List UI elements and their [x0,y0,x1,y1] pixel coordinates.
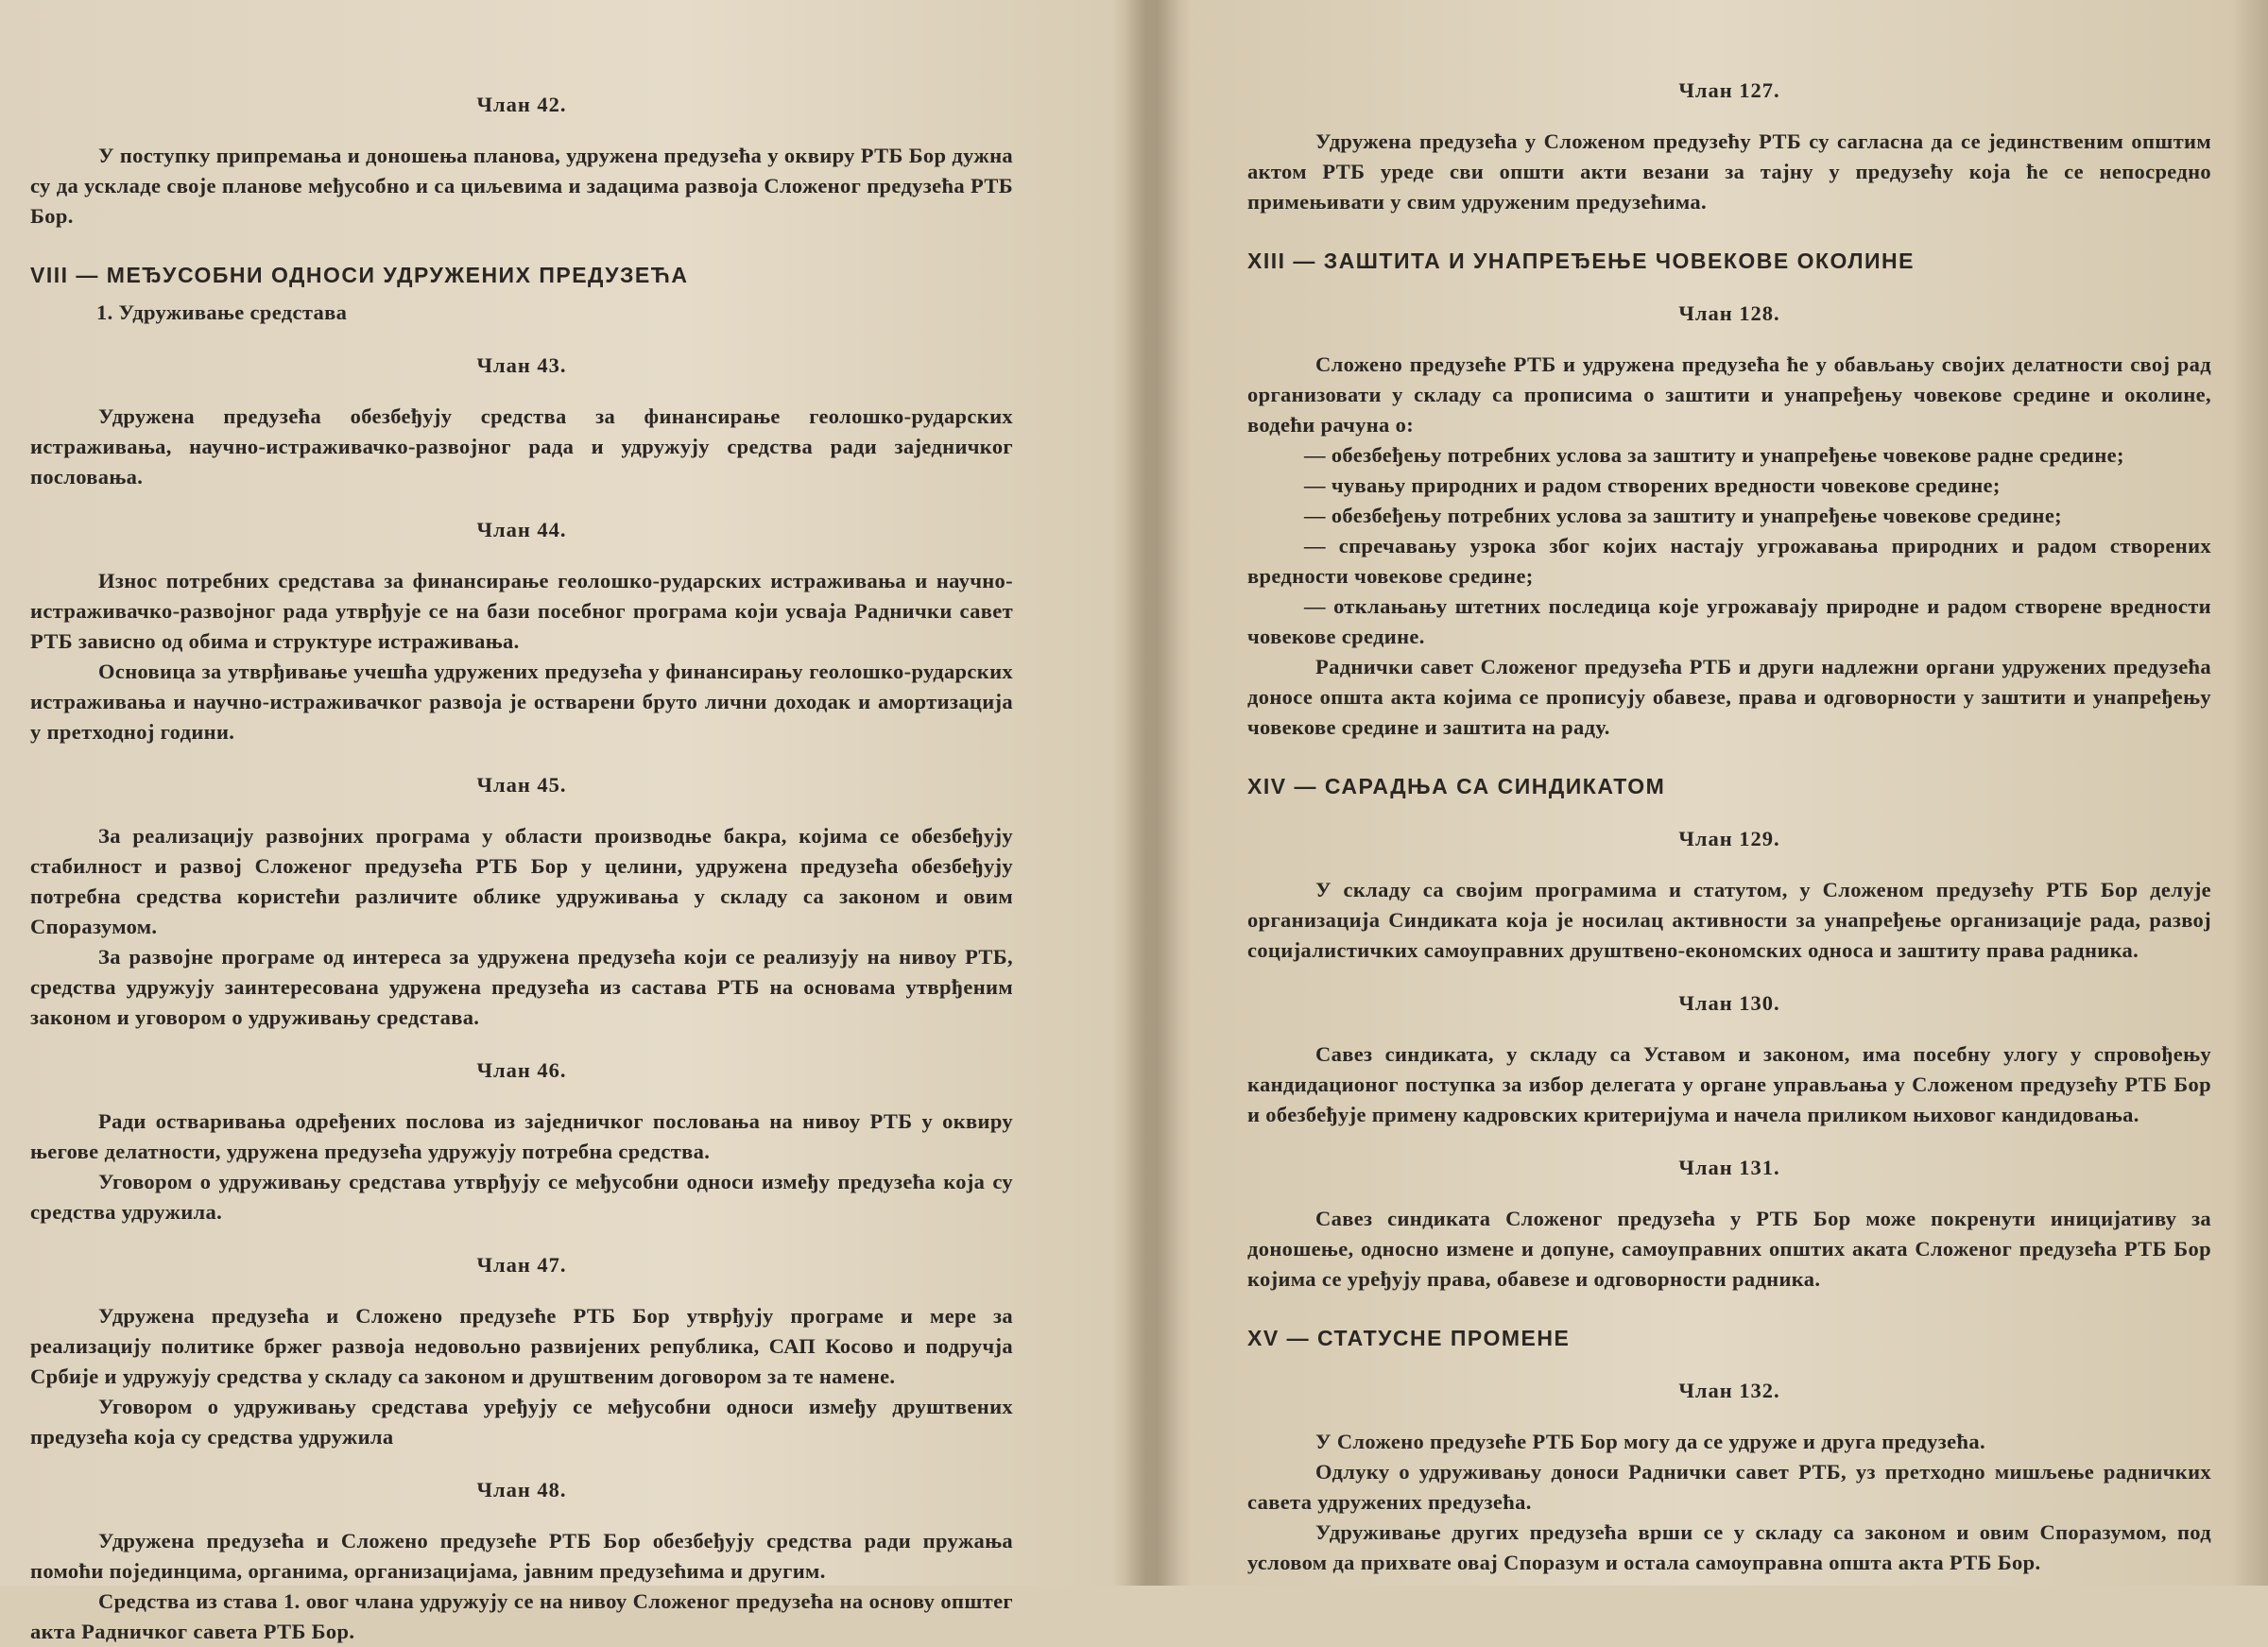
paragraph: Ради остваривања одређених послова из заједничког пословања на нивоу РТБ у оквиру његове делатности, удружена предузећа удружују потребна средства. [30,1109,1013,1163]
paragraph: Раднички савет Сложеног предузећа РТБ и други надлежни органи удружених предузећа доносе општа акта којима се прописују обавезе, права и одговорности у заштити и унапређењу човекове средине и заштита на раду. [1247,655,2211,739]
paragraph: Удружена предузећа обезбеђују средства за финансирање геолошко-рударских истраживања, научно-истраживачко-развојног рада и удружују средства ради заједничког пословања. [30,404,1013,489]
paragraph: У складу са својим програмима и статутом, у Сложеном предузећу РТБ Бор делује организација Синдиката која је носилац активности за унапређење организације рада, развој социјалистичких самоуправних друштвено-економских односа и заштиту права радника. [1247,878,2211,962]
article-heading: Члан 43. [476,353,567,377]
paragraph: Удруживање других предузећа врши се у складу са законом и овим Споразумом, под условом да прихвате овај Споразум и остала самоуправна општа акта РТБ Бор. [1247,1520,2211,1574]
list-item: — спречавању узрока због којих настају угрожавања природних и радом створених вредности човекове средине; [1247,534,2211,588]
paragraph: Износ потребних средстава за финансирање геолошко-рударских истраживања и научно-истраживачко-развојног рада утврђује се на бази посебног програма који усваја Раднички савет РТБ зависно од обима и структуре истраживања. [30,569,1013,653]
article-heading: Члан 127. [1678,78,1780,102]
article-heading: Члан 45. [476,773,567,797]
paragraph: Удружена предузећа у Сложеном предузећу РТБ су сагласна да се јединственим општим актом РТБ уреде сви општи акти везани за тајну у предузећу која ће се непосредно примењивати у свим удруженим предузећима. [1247,129,2211,214]
article-heading: Члан 46. [476,1058,567,1082]
article-heading: Члан 42. [476,93,567,116]
article-heading: Члан 132. [1678,1379,1780,1402]
paragraph: Уговором о удруживању средстава утврђују се међусобни односи између предузећа која су средства удружила. [30,1170,1013,1224]
list-item: — отклањању штетних последица које угрожавају природне и радом створене вредности човекове средине. [1247,594,2211,648]
chapter-heading: VIII — МЕЂУСОБНИ ОДНОСИ УДРУЖЕНИХ ПРЕДУЗЕЋА [30,263,689,287]
paragraph: У поступку припремања и доношења планова, удружена предузећа у оквиру РТБ Бор дужна су да ускладе своје планове међусобно и са циљевима и задацима развоја Сложеног предузећа РТБ Бор. [30,144,1013,228]
paragraph: Савез синдиката Сложеног предузећа у РТБ Бор може покренути иницијативу за доношење, односно измене и допуне, самоуправних општих аката Сложеног предузећа РТБ Бор којима се уређују права, обавезе и одговорности радника. [1247,1207,2211,1291]
article-heading: Члан 47. [476,1253,567,1277]
right-page-text [1247,76,2211,1578]
article-heading: Члан 130. [1678,991,1780,1015]
right-page [1177,0,2268,1586]
article-heading: Члан 129. [1678,827,1780,850]
paragraph: Основица за утврђивање учешћа удружених предузећа у финансирању геолошко-рударских истраживања и научно-истраживачког развоја је остварени бруто лични доходак и амортизација у претходној години. [30,660,1013,744]
paragraph: Уговором о удруживању средстава уређују се међусобни односи између друштвених предузећа која су средства удружила [30,1395,1013,1449]
section-subheading: 1. Удруживање средстава [96,300,348,324]
paragraph: У Сложено предузеће РТБ Бор могу да се удруже и друга предузећа. [1315,1430,1985,1453]
paragraph: Сложено предузеће РТБ и удружена предузећа ће у обављању својих делатности свој рад организовати у складу са прописима о заштити и унапређењу човекове средине и околине, водећи рачуна о: [1247,352,2211,437]
article-heading: Члан 128. [1678,301,1780,325]
list-item: — обезбеђењу потребних услова за заштиту и унапређење човекове радне средине; [1304,443,2124,467]
paragraph: Савез синдиката, у складу са Уставом и законом, има посебну улогу у спровођењу кандидационог поступка за избор делегата у органе управљања у Сложеном предузећу РТБ Бор и обезбеђује примену кадровских критеријума и начела приликом њиховог кандидовања. [1247,1042,2211,1126]
paragraph: За реализацију развојних програма у области производње бакра, којима се обезбеђују стабилност и развој Сложеног предузећа РТБ Бор у целини, удружена предузећа обезбеђују потребна средства користећи различите облике удруживања у складу са законом и овим Споразумом. [30,824,1013,938]
article-heading: Члан 131. [1678,1156,1780,1179]
article-heading: Члан 48. [476,1478,567,1501]
paragraph: Средства из става 1. овог члана удружују се на нивоу Сложеног предузећа на основу општег акта Радничког савета РТБ Бор. [30,1589,1013,1643]
list-item: — чувању природних и радом створених вредности човекове средине; [1304,473,2001,497]
paragraph: Удружена предузећа и Сложено предузеће РТБ Бор утврђују програме и мере за реализацију политике бржег развоја недовољно развијених република, САП Косово и подручја Србије и удружују средства у складу са законом и друштвеним договором за те намене. [30,1304,1013,1388]
chapter-heading: XIII — ЗАШТИТА И УНАПРЕЂЕЊЕ ЧОВЕКОВЕ ОКОЛИНЕ [1247,249,1915,273]
paragraph: Удружена предузећа и Сложено предузеће РТБ Бор обезбеђују средства ради пружања помоћи појединцима, органима, организацијама, јавним предузећима и другим. [30,1529,1013,1583]
chapter-heading: XV — СТАТУСНЕ ПРОМЕНЕ [1247,1326,1571,1350]
paragraph: За развојне програме од интереса за удружена предузећа који се реализују на нивоу РТБ, средства удружују заинтересована удружена предузећа из састава РТБ на основама утврђеним законом и уговором о удруживању средстава. [30,945,1013,1029]
left-page-text [30,90,1013,1647]
chapter-heading: XIV — САРАДЊА СА СИНДИКАТОМ [1247,774,1666,798]
article-heading: Члан 44. [476,518,567,541]
list-item: — обезбеђењу потребних услова за заштиту и унапређење човекове средине; [1304,504,2063,527]
paragraph: Одлуку о удруживању доноси Раднички савет РТБ, уз претходно мишљење радничких савета удружених предузећа. [1247,1460,2211,1514]
